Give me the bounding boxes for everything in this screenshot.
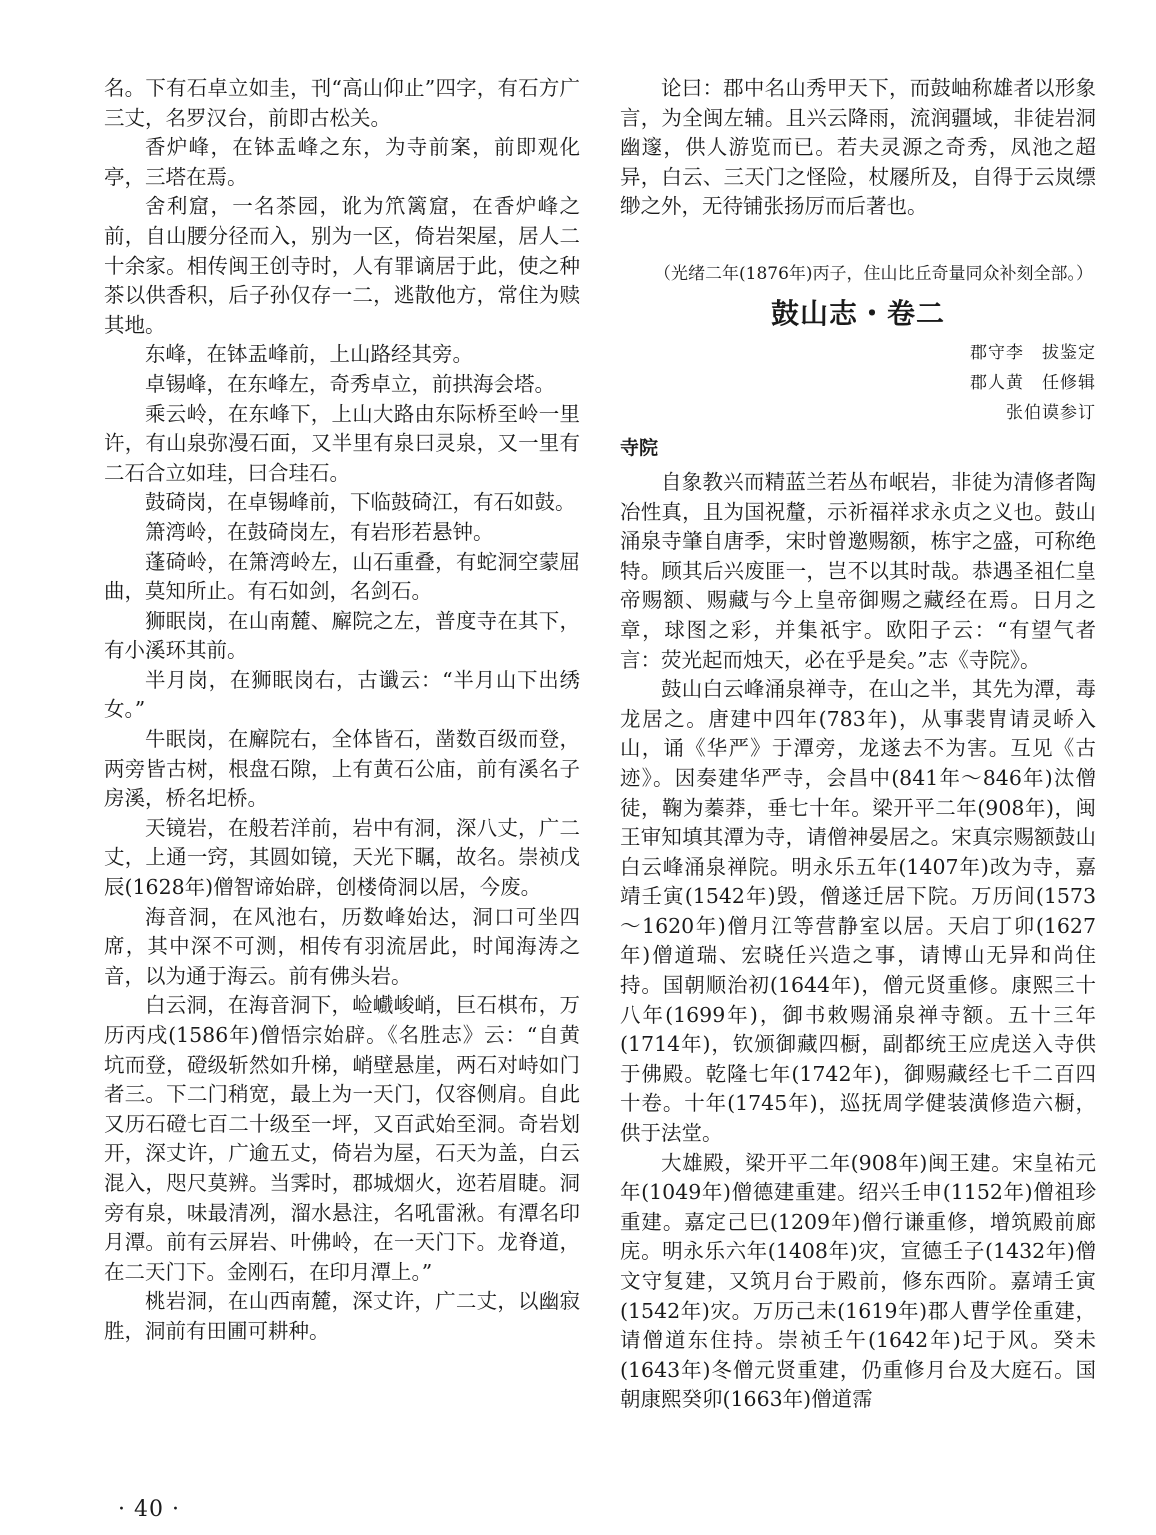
right-paragraph: 自象教兴而精蓝兰若丛布岷岩，非徒为清修者陶冶性真，且为国祝釐，示祈福祥求永贞之义也。鼓山涌泉寺肇自唐季，宋时曾邀赐额，栋宇之盛，可称绝特。顾其后兴废匪一，岂不以其时哉。恭遇圣祖仁皇帝赐额、赐藏与今上皇帝御赐之藏经在焉。日月之章，球图之彩，并集祇宇。欧阳子云：“有望气者言：荧光起而烛天，必在乎是矣。”志《寺院》。 bbox=[620, 469, 1096, 672]
summary-paragraph: 论曰：郡中名山秀甲天下，而鼓岫称雄者以形象言，为全闽左辅。且兴云降雨，流润疆域，非徒岩洞幽邃，供人游览而已。若夫灵源之奇秀，凤池之超异，白云、三天门之怪险，杖屦所及，自得于云岚缥缈之外，无待铺张扬厉而后著也。 bbox=[620, 76, 1096, 219]
left-paragraph: 香炉峰，在钵盂峰之东，为寺前案，前即观化亭，三塔在焉。 bbox=[104, 135, 580, 189]
left-paragraph: 东峰，在钵盂峰前，上山路经其旁。 bbox=[145, 342, 473, 367]
credit-line: 郡人黄 任修辑 bbox=[970, 372, 1096, 393]
credit-line: 郡守李 拔鉴定 bbox=[970, 342, 1096, 363]
left-paragraph: 白云洞，在海音洞下，崄巇峻峭，巨石棋布，万历丙戌(1586年)僧悟宗始辟。《名胜志》云：“自黄坑而登，磴级斩然如升梯，峭壁悬崖，两石对峙如门者三。下二门稍宽，最上为一天门，仅容侧肩。自此又历石磴七百二十级至一坪，又百武始至洞。奇岩划开，深丈许，广逾五丈，倚岩为屋，石天为盖，白云混入，咫尺莫辨。当霁时，郡城烟火，迩若眉睫。洞旁有泉，味最清冽，溜水悬注，名吼雷湫。有潭名印月潭。前有云屏岩、叶佛岭，在一天门下。龙脊道，在二天门下。金刚石，在印月潭上。” bbox=[104, 993, 580, 1284]
left-paragraph: 卓锡峰，在东峰左，奇秀卓立，前拱海会塔。 bbox=[145, 371, 555, 396]
left-paragraph: 乘云岭，在东峰下，上山大路由东际桥至岭一里许，有山泉弥漫石面，又半里有泉曰灵泉，又一里有二石合立如珪，曰合珪石。 bbox=[104, 401, 580, 485]
right-paragraph: 鼓山白云峰涌泉禅寺，在山之半，其先为潭，毒龙居之。唐建中四年(783年)，从事裴胄请灵峤入山，诵《华严》于潭旁，龙遂去不为害。互见《古迹》。因奏建华严寺，会昌中(841年～846年)汰僧徒，鞠为蓁莽，垂七十年。梁开平二年(908年)，闽王审知填其潭为寺，请僧神晏居之。宋真宗赐额鼓山白云峰涌泉禅院。明永乐五年(1407年)改为寺，嘉靖壬寅(1542年)毁，僧遂迁居下院。万历间(1573～1620年)僧月江等营静室以居。天启丁卯(1627年)僧道瑞、宏晓任兴造之事，请博山无异和尚住持。国朝顺治初(1644年)，僧元贤重修。康熙三十八年(1699年)，御书敕赐涌泉禅寺额。五十三年(1714年)，钦颁御藏四橱，副都统王应虎送入寺供于佛殿。乾隆七年(1742年)，御赐藏经七千二百四十卷。十年(1745年)，巡抚周学健装潢修造六橱，供于法堂。 bbox=[620, 677, 1096, 1146]
left-column bbox=[104, 74, 580, 1347]
left-paragraph: 鼓碕岗，在卓锡峰前，下临鼓碕江，有石如鼓。 bbox=[145, 490, 576, 515]
left-paragraph: 箫湾岭，在鼓碕岗左，有岩形若悬钟。 bbox=[145, 519, 494, 544]
right-column bbox=[620, 74, 1096, 1415]
left-paragraph: 狮眠岗，在山南麓、廨院之左，普度寺在其下，有小溪环其前。 bbox=[104, 608, 580, 663]
credit-line: 张伯谟参订 bbox=[1006, 402, 1096, 423]
right-paragraph: 大雄殿，梁开平二年(908年)闽王建。宋皇祐元年(1049年)僧德建重建。绍兴壬申(1152年)僧祖珍重建。嘉定己巳(1209年)僧行谦重修，增筑殿前廊庑。明永乐六年(1408年)灾，宣德壬子(1432年)僧文守复建，又筑月台于殿前，修东西阶。嘉靖壬寅(1542年)灾。万历己未(1619年)郡人曹学佺重建，请僧道东住持。崇祯壬午(1642年)圮于风。癸未(1643年)冬僧元贤重建，仍重修月台及大庭石。国朝康熙癸卯(1663年)僧道霈 bbox=[620, 1150, 1096, 1412]
colophon-note: （光绪二年(1876年)丙子，住山比丘奇量同众补刻全部。） bbox=[654, 263, 1094, 284]
left-paragraph: 天镜岩，在般若洋前，岩中有洞，深八丈，广二丈，上通一窍，其圆如镜，天光下瞩，故名。崇祯戊辰(1628年)僧智谛始辟，创楼倚洞以居，今废。 bbox=[104, 815, 580, 900]
left-paragraph: 桃岩洞，在山西南麓，深丈许，广二丈，以幽寂胜，洞前有田圃可耕种。 bbox=[104, 1289, 580, 1343]
left-paragraph: 牛眠岗，在廨院右，全体皆石，凿数百级而登，两旁皆古树，根盘石隙，上有黄石公庙，前有溪名子房溪，桥名圯桥。 bbox=[104, 727, 580, 811]
volume-title: 鼓山志・卷二 bbox=[770, 296, 945, 330]
spacer bbox=[620, 222, 1096, 260]
left-paragraph: 名。下有石卓立如圭，刊“高山仰止”四字，有石方广三丈，名罗汉台，前即古松关。 bbox=[104, 76, 580, 130]
left-paragraph: 半月岗，在狮眠岗右，古谶云：“半月山下出绣女。” bbox=[104, 667, 580, 722]
left-paragraph: 海音洞，在风池右，历数峰始达，洞口可坐四席，其中深不可测，相传有羽流居此，时闻海涛之音，以为通于海云。前有佛头岩。 bbox=[104, 904, 580, 988]
section-title: 寺院 bbox=[620, 436, 659, 459]
page-number: · 40 · bbox=[118, 1497, 180, 1522]
left-paragraph: 蓬碕岭，在箫湾岭左，山石重叠，有蛇洞空蒙屈曲，莫知所止。有石如剑，名剑石。 bbox=[104, 549, 580, 604]
left-paragraph: 舍利窟，一名茶园，讹为笊篱窟，在香炉峰之前，自山腰分径而入，别为一区，倚岩架屋，居人二十余家。相传闽王创寺时，人有罪谪居于此，使之种茶以供香积，后子孙仅存一二，逃散他方，常住为赎其地。 bbox=[104, 194, 580, 337]
